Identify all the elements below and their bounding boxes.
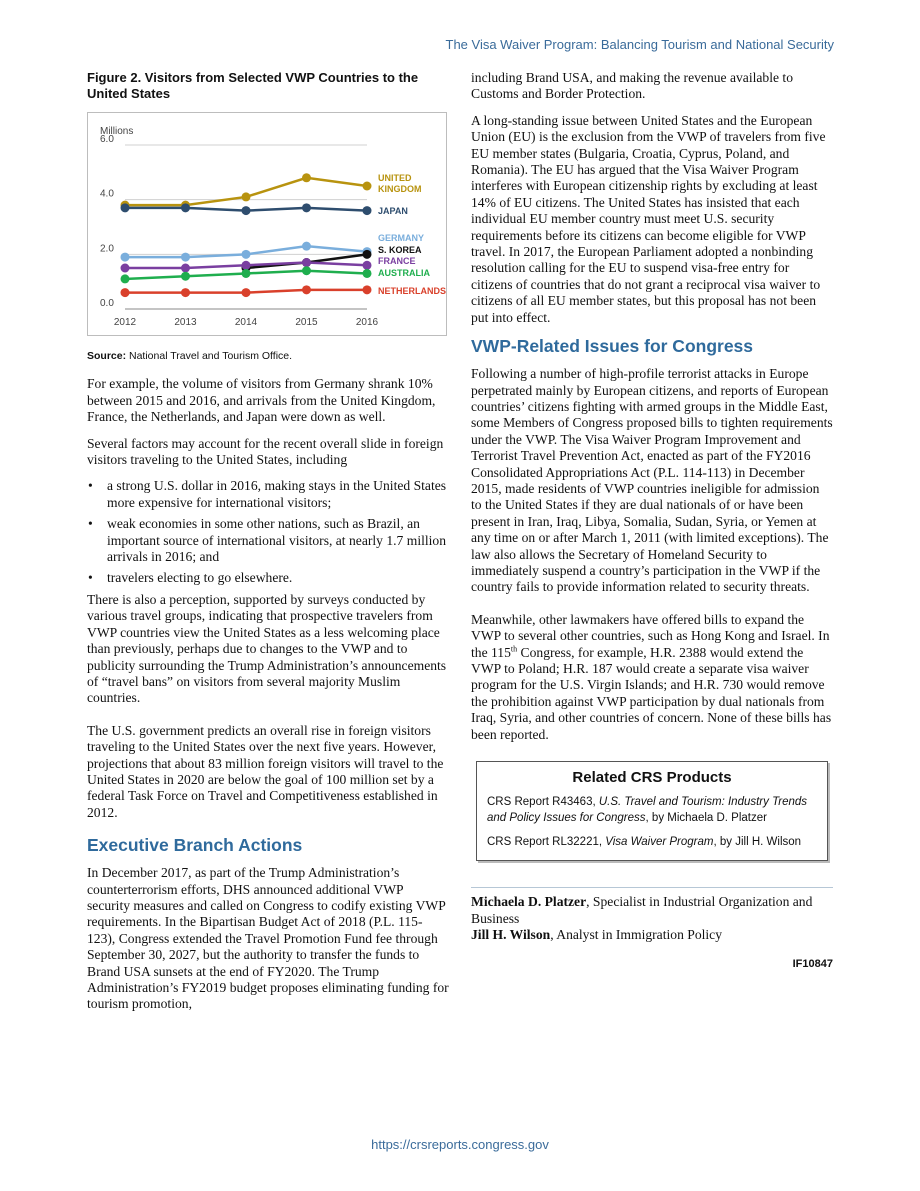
list-item-text: a strong U.S. dollar in 2016, making stays in the United States more expensive for international visitors; <box>107 478 447 510</box>
data-point-france <box>181 264 190 273</box>
data-point-australia <box>302 266 311 275</box>
list-item-text: travelers electing to go elsewhere. <box>107 570 293 586</box>
y-tick-label: 0.0 <box>100 298 114 309</box>
report-author: , by Michaela D. Platzer <box>645 812 767 825</box>
y-tick-label: 2.0 <box>100 243 114 255</box>
data-point-germany <box>302 242 311 251</box>
related-product-item <box>487 834 817 850</box>
bullet-icon: • <box>88 478 93 494</box>
report-id: CRS Report RL32221, <box>487 836 606 849</box>
report-id: CRS Report R43463, <box>487 796 599 809</box>
chart-frame <box>87 112 447 336</box>
legend-label-netherlands: NETHERLANDS <box>378 286 446 296</box>
x-tick-label: 2012 <box>113 317 137 328</box>
data-point-australia <box>242 269 251 278</box>
data-point-netherlands <box>363 285 372 294</box>
data-point-australia <box>363 269 372 278</box>
y-axis-title: Millions <box>100 126 134 137</box>
source-text: National Travel and Tourism Office. <box>126 350 293 362</box>
data-point-japan <box>363 206 372 215</box>
author-line <box>471 894 833 927</box>
right-column <box>471 70 833 972</box>
data-point-france <box>302 258 311 267</box>
paragraph: A long-standing issue between United States and the European Union (EU) is the exclusion from the VWP of travelers from five EU member states (Bulgaria, Croatia, Cyprus, Poland, and Romania). The EU has argued that the Visa Waiver Program interferes with European citizenship rights by excluding at least 14% of EU citizens. The United States has insisted that each individual EU member country must meet U.S. security requirements before its citizens can become eligible for VWP travel. In 2017, the European Parliament adopted a nonbinding resolution calling for the EU to suspend visa-free entry for citizens of countries that do not grant a reciprocal visa waiver to citizens of all EU member states, but this proposal has not been put into effect. <box>471 112 826 325</box>
author-role: , Specialist in Industrial Organization and Business <box>471 894 813 926</box>
figure-source <box>87 348 449 364</box>
list-item-text: weak economies in some other nations, such as Brazil, an important source of international visitors, at nearly 1.7 million arrivals in 2016; and <box>107 516 447 565</box>
data-point-france <box>242 261 251 270</box>
paragraph <box>471 612 833 743</box>
visitors-line-chart <box>88 113 446 335</box>
list-item <box>88 570 449 586</box>
report-author: , by Jill H. Wilson <box>713 836 802 849</box>
data-point-netherlands <box>302 285 311 294</box>
legend-label-s-korea: S. KOREA <box>378 245 422 255</box>
data-point-japan <box>181 203 190 212</box>
data-point-germany <box>242 250 251 259</box>
paragraph: The U.S. government predicts an overall rise in foreign visitors traveling to the United States over the next five years. However, projections that about 83 million foreign visitors will travel to the United States in 2020 are below the goal of 100 million set by a federal Task Force on Travel and Competitiveness established in 2012. <box>87 722 444 820</box>
data-point-germany <box>121 253 130 262</box>
data-point-japan <box>121 203 130 212</box>
data-point-germany <box>181 253 190 262</box>
paragraph-text: Meanwhile, other lawmakers have offered bills to expand the VWP to several other countries, such as Hong Kong and Israel. In the 115 <box>471 611 830 660</box>
author-line <box>471 927 833 943</box>
list-item <box>88 478 449 511</box>
section-heading-executive-actions: Executive Branch Actions <box>87 835 303 856</box>
x-tick-label: 2016 <box>355 317 379 328</box>
data-point-s-korea <box>363 250 372 259</box>
divider <box>471 887 833 888</box>
running-header: The Visa Waiver Program: Balancing Tourism and National Security <box>445 37 834 52</box>
left-column <box>87 70 449 1023</box>
legend-label-germany: GERMANY <box>378 233 425 243</box>
paragraph: There is also a perception, supported by surveys conducted by various travel groups, indicating that prospective travelers from VWP countries view the United States as a less welcoming place than previously, perhaps due to changes to the VWP and to publicity surrounding the Trump Administration’s announcements of “travel bans” on visitors from several majority Muslim countries. <box>87 591 447 706</box>
data-point-netherlands <box>181 288 190 297</box>
data-point-france <box>121 264 130 273</box>
document-id: IF10847 <box>792 957 833 970</box>
y-tick-label: 4.0 <box>100 188 114 200</box>
y-tick-label: 6.0 <box>100 134 114 145</box>
author-role: , Analyst in Immigration Policy <box>550 927 723 943</box>
data-point-australia <box>181 272 190 281</box>
author-name: Michaela D. Platzer <box>471 894 587 910</box>
legend-label-united-kingdom: KINGDOM <box>378 184 422 194</box>
related-product-item <box>487 794 817 826</box>
data-point-netherlands <box>242 288 251 297</box>
x-tick-label: 2015 <box>295 317 318 328</box>
data-point-japan <box>242 206 251 215</box>
footer-url-link[interactable]: https://crsreports.congress.gov <box>371 1137 549 1152</box>
superscript: th <box>510 644 518 654</box>
list-item <box>88 516 449 565</box>
legend-label-japan: JAPAN <box>378 206 408 216</box>
x-tick-label: 2014 <box>234 317 258 328</box>
data-point-united-kingdom <box>242 192 251 201</box>
data-point-united-kingdom <box>302 173 311 182</box>
authors-block <box>471 894 833 943</box>
data-point-australia <box>121 274 130 283</box>
x-tick-label: 2013 <box>174 317 197 328</box>
paragraph: Following a number of high-profile terrorist attacks in Europe perpetrated mainly by European citizens, and reports of European countries’ citizens fighting with armed groups in the Middle East, some Members of Congress proposed bills to tighten requirements under the VWP. The Visa Waiver Program Improvement and Terrorist Travel Prevention Act, enacted as part of the FY2016 Consolidated Appropriations Act (P.L. 114-113) in December 2015, made residents of VWP countries ineligible for admission to the United States if they are dual nationals of or have been present in Iran, Iraq, Libya, Somalia, Sudan, Syria, or Yemen at any time on or after March 1, 2011 (with limited exceptions). The law also allows the Secretary of Homeland Security to immediately suspend a country’s participation in the VWP if the country fails to provide information related to security threats. <box>471 366 833 595</box>
paragraph: In December 2017, as part of the Trump Administration’s counterterrorism efforts, DHS announced additional VWP security measures and called on Congress to codify existing VWP requirements. In the Bipartisan Budget Act of 2018 (P.L. 115-123), Congress extended the Travel Promotion Fund fee through September 30, 2027, but the authority to transfer the funds to Brand USA sunsets at the end of FY2020. The Trump Administration’s FY2019 budget proposes eliminating funding for tourism promotion, <box>87 865 449 1012</box>
factors-list <box>87 478 449 586</box>
paragraph-text: Congress, for example, H.R. 2388 would extend the VWP to Poland; H.R. 187 would create a separate visa waiver program for the U.S. Virgin Islands; and H.R. 730 would remove the prohibition against VWP participation by dual nationals from Iraq, Syria, and other countries of concern. None of these bills has been reported. <box>471 644 832 742</box>
paragraph: including Brand USA, and making the revenue available to Customs and Border Protection. <box>471 70 794 102</box>
data-point-united-kingdom <box>363 182 372 191</box>
bullet-icon: • <box>88 570 93 586</box>
source-label: Source: <box>87 350 127 362</box>
legend-label-australia: AUSTRALIA <box>378 268 430 278</box>
report-title: Visa Waiver Program <box>605 836 714 849</box>
section-heading-congress-issues: VWP-Related Issues for Congress <box>471 336 754 357</box>
legend-label-france: FRANCE <box>378 256 416 266</box>
data-point-netherlands <box>121 288 130 297</box>
paragraph: For example, the volume of visitors from Germany shrank 10% between 2015 and 2016, and arrivals from the United Kingdom, France, the Netherlands, and Japan were down as well. <box>87 376 436 425</box>
figure-title: Figure 2. Visitors from Selected VWP Countries to the United States <box>87 70 419 101</box>
bullet-icon: • <box>88 516 93 532</box>
author-name: Jill H. Wilson <box>471 927 551 943</box>
legend-label-united-kingdom: UNITED <box>378 173 412 183</box>
data-point-japan <box>302 203 311 212</box>
report-title: U.S. Travel and Tourism: Industry Trends and Policy Issues for Congress <box>487 796 808 825</box>
related-products-title: Related CRS Products <box>572 769 732 787</box>
related-products-box <box>476 761 828 861</box>
data-point-france <box>363 261 372 270</box>
paragraph: Several factors may account for the recent overall slide in foreign visitors traveling to the United States, including <box>87 435 444 468</box>
